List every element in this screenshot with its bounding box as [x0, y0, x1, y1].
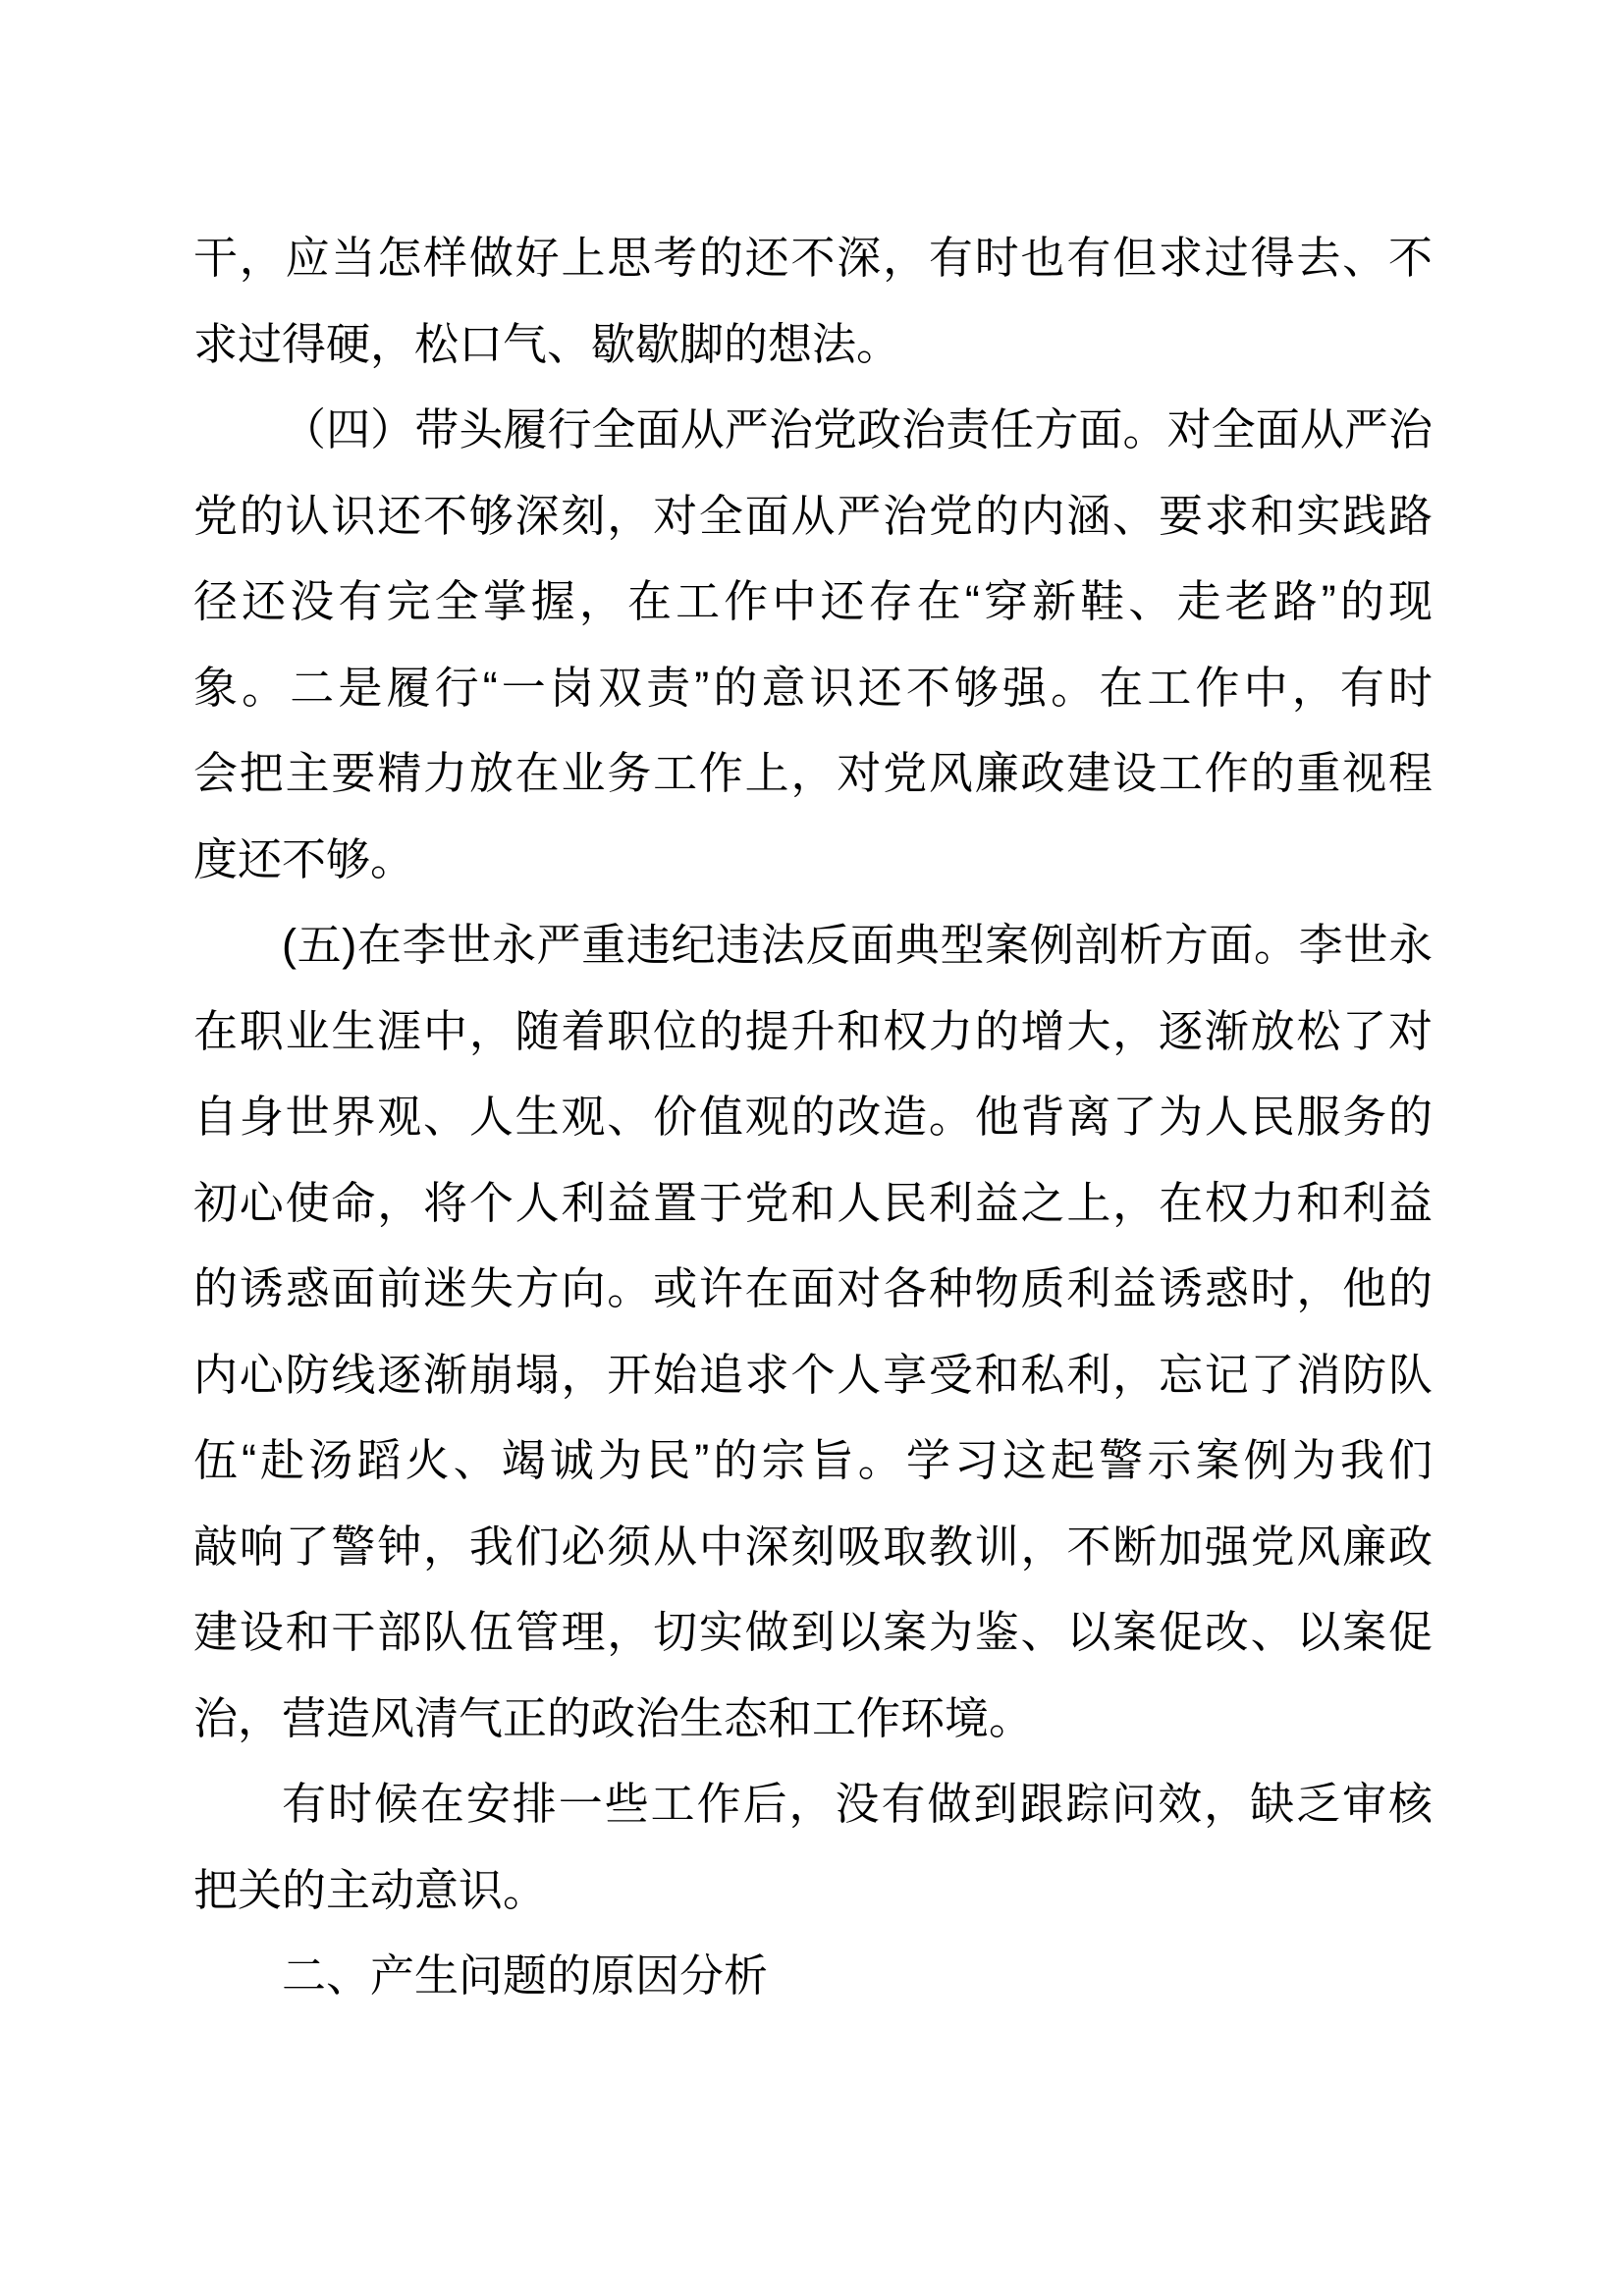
text-line: 党的认识还不够深刻，对全面从严治党的内涵、要求和实践路	[193, 490, 1433, 541]
text-line: 初心使命，将个人利益置于党和人民利益之上，在权力和利益	[193, 1177, 1433, 1228]
text-line: 伍“赴汤蹈火、竭诚为民”的宗旨。学习这起警示案例为我们	[193, 1435, 1433, 1485]
text-line: 治，营造风清气正的政治生态和工作环境。	[193, 1692, 1034, 1743]
text-line: 会把主要精力放在业务工作上，对党风廉政建设工作的重视程	[193, 748, 1433, 798]
section-heading-line: 二、产生问题的原因分析	[282, 1950, 769, 2001]
text-line: 建设和干部队伍管理，切实做到以案为鉴、以案促改、以案促	[193, 1607, 1433, 1657]
text-line: 有时候在安排一些工作后，没有做到跟踪问效，缺乏审核	[282, 1779, 1433, 1829]
text-line: 度还不够。	[193, 833, 415, 884]
text-line: 自身世界观、人生观、价值观的改造。他背离了为人民服务的	[193, 1092, 1433, 1142]
text-line: （四）带头履行全面从严治党政治责任方面。对全面从严治	[282, 404, 1433, 454]
text-line: 干，应当怎样做好上思考的还不深，有时也有但求过得去、不	[193, 233, 1433, 283]
text-line: 在职业生涯中，随着职位的提升和权力的增大，逐渐放松了对	[193, 1005, 1433, 1056]
text-line: 象。二是履行“一岗双责”的意识还不够强。在工作中，有时	[193, 662, 1433, 713]
text-line: 径还没有完全掌握，在工作中还存在“穿新鞋、走老路”的现	[193, 576, 1433, 626]
text-line: (五)在李世永严重违纪违法反面典型案例剖析方面。李世永	[282, 920, 1433, 970]
text-line: 把关的主动意识。	[193, 1864, 548, 1915]
text-line: 求过得硬，松口气、歇歇脚的想法。	[193, 318, 901, 369]
text-line: 内心防线逐渐崩塌，开始追求个人享受和私利，忘记了消防队	[193, 1349, 1433, 1400]
text-line: 的诱惑面前迷失方向。或许在面对各种物质利益诱惑时，他的	[193, 1263, 1433, 1313]
document-text-block	[193, 215, 1433, 2019]
text-line: 敲响了警钟，我们必须从中深刻吸取教训，不断加强党风廉政	[193, 1521, 1433, 1572]
